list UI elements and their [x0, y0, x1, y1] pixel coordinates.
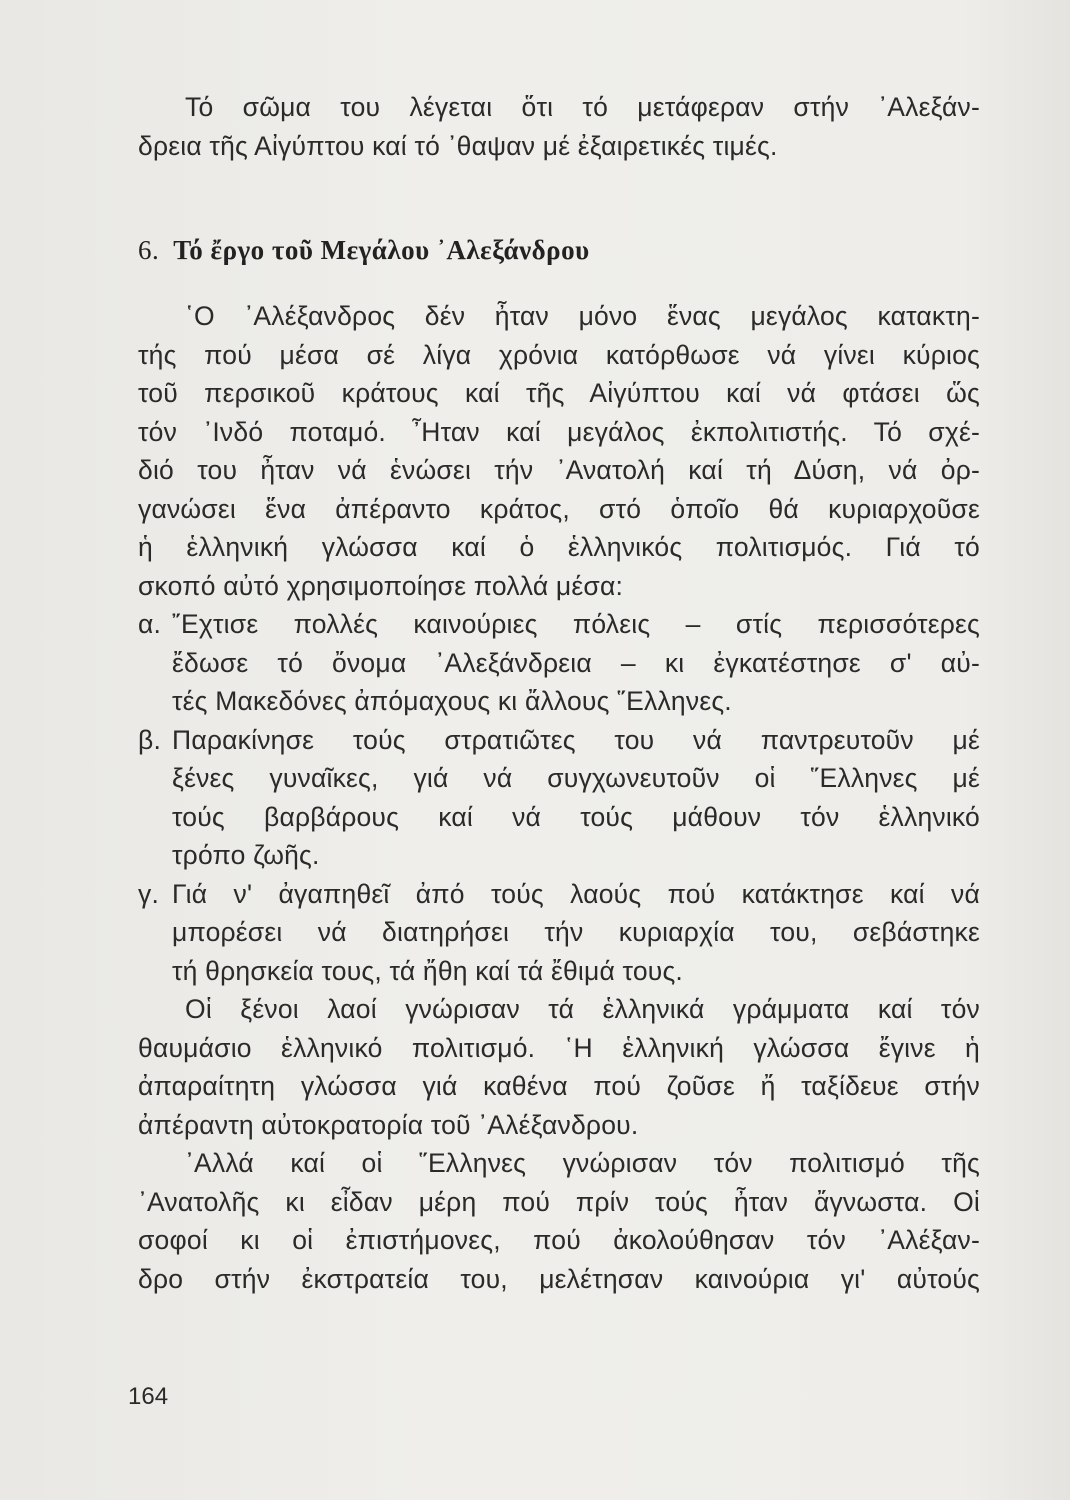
list-text: ῎Εχτισε πολλές καινούριες πόλεις – στίς περισσότερες — [172, 609, 980, 639]
text-line: δρο στήν ἐκστρατεία του, μελέτησαν καινούρια γι' αὐτούς — [138, 1263, 980, 1294]
text-line: τή θρησκεία τους, τά ἤθη καί τά ἔθιμά τους. — [172, 955, 683, 986]
text-line: τούς βαρβάρους καί νά τούς μάθουν τόν ἑλληνικό — [172, 801, 980, 832]
text-line: μπορέσει νά διατηρήσει τήν κυριαρχία του, σεβάστηκε — [172, 917, 980, 947]
list-marker: γ. — [138, 878, 160, 909]
text-line: ἀπέραντη αὐτοκρατορία τοῦ ᾿Αλέξανδρου. — [138, 1109, 639, 1140]
text-line: ἔδωσε τό ὄνομα ᾿Αλεξάνδρεια – κι ἐγκατέστησε σ' αὐ- — [172, 647, 980, 678]
list-text: Γιά ν' ἀγαπηθεῖ ἀπό τούς λαούς πού κατάκτησε καί νά — [172, 878, 980, 909]
list-text: Παρακίνησε τούς στρατιῶτες του νά παντρευτοῦν μέ — [172, 724, 980, 755]
section-number: 6. — [138, 235, 160, 265]
text-line — [138, 605, 980, 644]
text-line: γανώσει ἕνα ἀπέραντο κράτος, στό ὁποῖο θά κυριαρχοῦσε — [138, 493, 980, 524]
text-line: ἡ ἑλληνική γλώσσα καί ὁ ἑλληνικός πολιτισμός. Γιά τό — [138, 532, 980, 562]
text-line: τόν ᾿Ινδό ποταμό. ῏Ηταν καί μεγάλος ἐκπολιτιστής. Τό σχέ- — [138, 416, 980, 447]
list-item-a — [138, 605, 980, 721]
text-line: τρόπο ζωῆς. — [172, 840, 320, 870]
text-line: Τό σῶμα του λέγεται ὅτι τό μετάφεραν στήν ᾿Αλεξάν- — [185, 92, 980, 122]
text-line: ξένες γυναῖκες, γιά νά συγχωνευτοῦν οἱ ῞Ελληνες μέ — [172, 763, 980, 793]
page-number: 164 — [128, 1383, 169, 1410]
text-line: τοῦ περσικοῦ κράτους καί τῆς Αἰγύπτου καί νά φτάσει ὥς — [138, 378, 980, 408]
text-line: ᾿Ανατολῆς κι εἶδαν μέρη πού πρίν τούς ἦταν ἄγνωστα. Οἱ — [138, 1186, 980, 1217]
list-item-c — [138, 875, 980, 991]
list-item-b — [138, 721, 980, 875]
list-marker: β. — [138, 724, 162, 755]
paragraph-1 — [138, 297, 980, 1298]
text-line: ῾Ο ᾿Αλέξανδρος δέν ἦταν μόνο ἕνας μεγάλος κατακτη- — [185, 301, 980, 331]
text-line: διό του ἦταν νά ἑνώσει τήν ᾿Ανατολή καί τή Δύση, νά ὀρ- — [138, 455, 980, 485]
text-line — [138, 721, 980, 760]
text-line: ἀπαραίτητη γλώσσα γιά καθένα πού ζοῦσε ἤ ταξίδευε στήν — [138, 1071, 980, 1101]
text-line: δρεια τῆς Αἰγύπτου καί τό ᾿θαψαν μέ ἐξαιρετικές τιμές. — [138, 130, 778, 161]
text-line: Οἱ ξένοι λαοί γνώρισαν τά ἑλληνικά γράμματα καί τόν — [185, 994, 980, 1024]
text-line: ᾿Αλλά καί οἱ ῞Ελληνες γνώρισαν τόν πολιτισμό τῆς — [185, 1148, 980, 1178]
paragraph-2 — [138, 990, 980, 1144]
list-marker: α. — [138, 609, 162, 639]
text-line: τής πού μέσα σέ λίγα χρόνια κατόρθωσε νά γίνει κύριος — [138, 339, 980, 370]
section-heading — [138, 235, 590, 266]
paragraph-3 — [138, 1144, 980, 1298]
section-title: Τό ἔργο τοῦ Μεγάλου ᾿Αλεξάνδρου — [173, 235, 590, 265]
intro-paragraph — [138, 88, 980, 165]
text-line: θαυμάσιο ἑλληνικό πολιτισμό. ῾Η ἑλληνική γλώσσα ἔγινε ἡ — [138, 1032, 980, 1063]
text-line: τές Μακεδόνες ἀπόμαχους κι ἄλλους ῞Ελληνες. — [172, 686, 732, 716]
text-line: σκοπό αὐτό χρησιμοποίησε πολλά μέσα: — [138, 570, 624, 601]
text-line: σοφοί κι οἱ ἐπιστήμονες, πού ἀκολούθησαν τόν ᾿Αλέξαν- — [138, 1225, 980, 1255]
text-line — [138, 875, 980, 914]
